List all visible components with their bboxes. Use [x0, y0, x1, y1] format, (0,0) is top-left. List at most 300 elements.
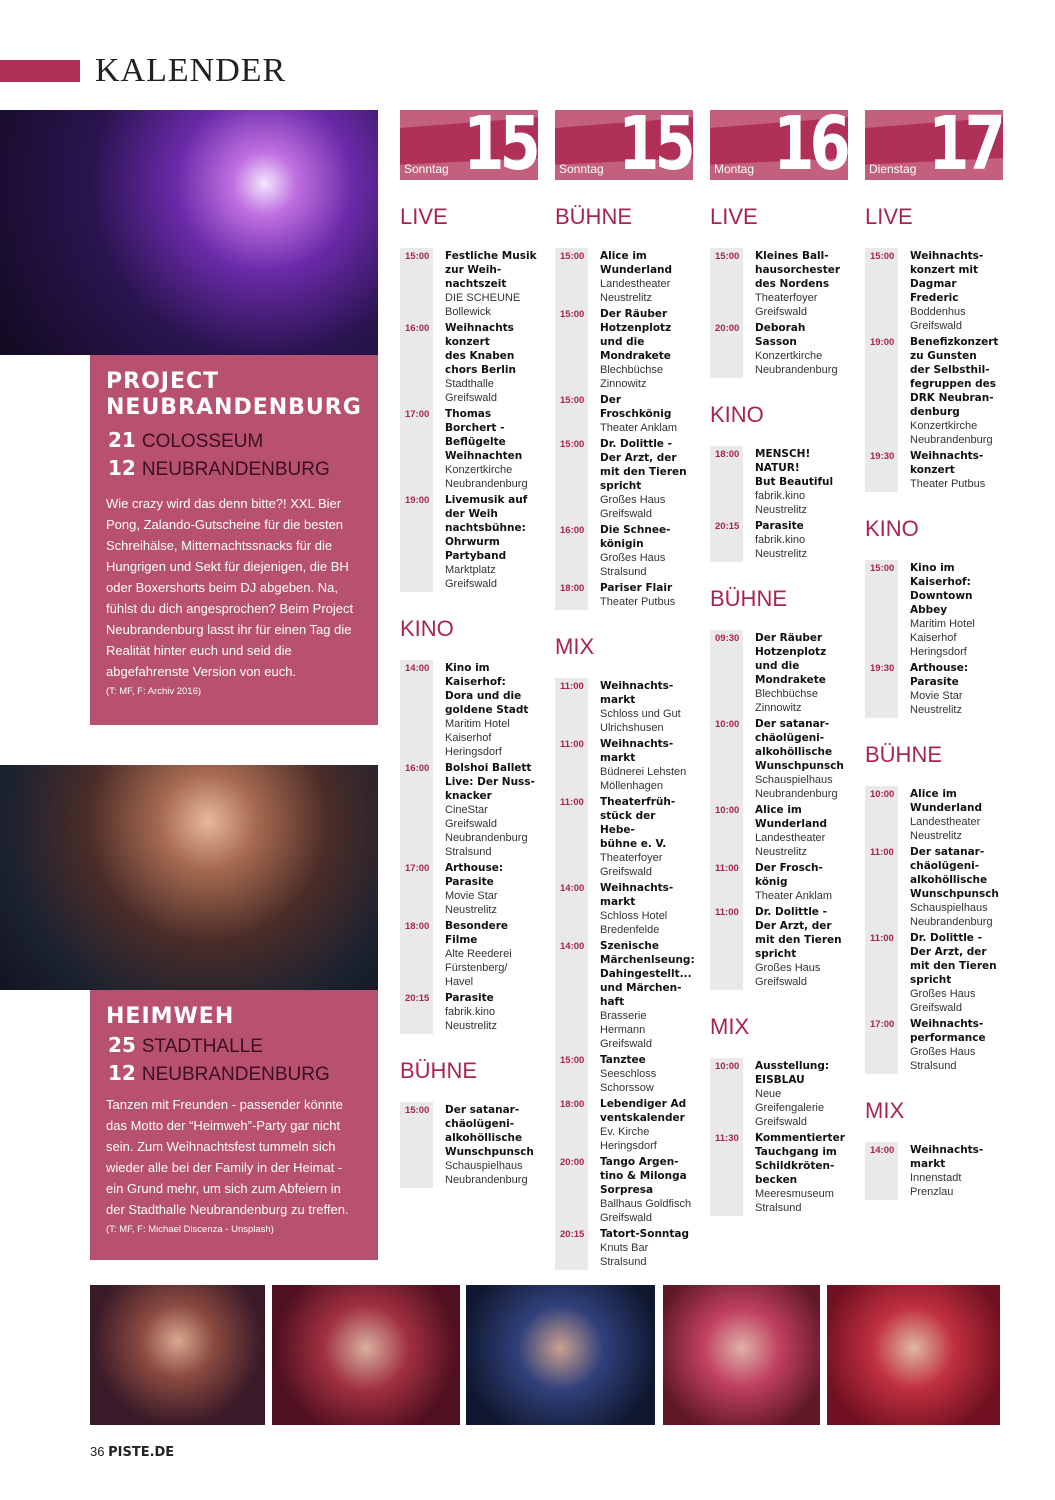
event-time: 15:00 — [560, 395, 585, 406]
category-section — [865, 204, 1003, 492]
event-list — [865, 560, 1003, 718]
event-time: 14:00 — [560, 941, 585, 952]
event-time: 20:00 — [560, 1157, 585, 1168]
event-title: Livemusik auf der Weih nachtsbühne: Ohrwurm Partyband — [445, 494, 528, 562]
event-title: Der Räuber Hotzenplotz und die Mondrakete — [600, 308, 672, 362]
event-entry — [710, 1130, 848, 1216]
event-title: Kino im Kaiserhof: Dora und die goldene Stadt — [445, 662, 529, 716]
event-venue: Landestheater Neustrelitz — [600, 278, 671, 304]
event-entry — [555, 794, 693, 880]
date-header — [865, 110, 1003, 180]
event-venue: CineStar Greifswald Neubrandenburg Stralsund — [445, 804, 528, 858]
event-time: 11:00 — [560, 797, 584, 808]
concert-photo — [0, 110, 378, 355]
event-info — [755, 631, 826, 715]
event-time: 18:00 — [560, 1099, 585, 1110]
category-heading: MIX — [555, 634, 595, 659]
event-entry — [710, 716, 848, 802]
event-title: Parasite — [755, 520, 804, 532]
event-info — [910, 787, 982, 843]
event-venue: Büdnerei Lehsten Möllenhagen — [600, 766, 687, 792]
event-list — [710, 446, 848, 562]
event-info — [445, 321, 516, 405]
event-entry — [555, 1226, 693, 1270]
date-number: 15 — [463, 110, 536, 180]
event-entry — [400, 860, 538, 918]
event-venue: Landestheater Neustrelitz — [755, 832, 826, 858]
event-time: 10:00 — [715, 805, 740, 816]
feature-date-line-1 — [106, 427, 362, 455]
date-header — [555, 110, 693, 180]
event-info — [600, 939, 695, 1051]
event-venue: Stadthalle Greifswald — [445, 378, 497, 404]
feature-credit: (T: MF, F: Archiv 2016) — [106, 686, 202, 697]
event-info — [755, 1059, 829, 1129]
event-time: 15:00 — [870, 563, 895, 574]
event-entry — [400, 660, 538, 760]
event-entry — [865, 560, 1003, 660]
event-venue: Schauspielhaus Neubrandenburg — [445, 1160, 528, 1186]
event-venue: Movie Star Neustrelitz — [910, 690, 963, 716]
event-time: 11:00 — [560, 739, 584, 750]
event-venue: Alte Reederei Fürstenberg/ Havel — [445, 948, 512, 988]
event-time: 14:00 — [870, 1145, 895, 1156]
feature-date-line-1 — [106, 1032, 362, 1060]
category-heading: KINO — [865, 516, 919, 541]
event-title: Arthouse: Parasite — [445, 862, 504, 888]
event-venue: Knuts Bar Stralsund — [600, 1242, 649, 1268]
event-title: Alice im Wunderland — [600, 250, 673, 276]
event-time: 11:00 — [870, 933, 894, 944]
event-time: 19:30 — [870, 451, 895, 462]
event-entry — [710, 320, 848, 378]
event-venue: Konzertkirche Neubrandenburg — [755, 350, 838, 376]
event-entry — [555, 1154, 693, 1226]
event-entry — [400, 1102, 538, 1188]
feature-city: NEUBRANDENBURG — [141, 459, 330, 480]
event-venue: Seeschloss Schorssow — [600, 1068, 657, 1094]
event-time: 15:00 — [405, 251, 430, 262]
event-info — [755, 861, 832, 903]
event-time: 17:00 — [405, 863, 430, 874]
event-venue: fabrik.kino Neustrelitz — [445, 1006, 497, 1032]
event-info — [600, 523, 670, 579]
event-info — [910, 1143, 983, 1199]
event-entry — [710, 1058, 848, 1130]
event-time: 11:30 — [715, 1133, 739, 1144]
event-venue: Brasserie Hermann Greifswald — [600, 1010, 652, 1050]
event-entry — [865, 786, 1003, 844]
feature-project-neubrandenburg — [90, 355, 378, 725]
event-time: 16:00 — [405, 323, 430, 334]
event-title: Besondere Filme — [445, 920, 508, 946]
event-info — [755, 1131, 845, 1215]
feature-title: HEIMWEH — [106, 1004, 235, 1029]
event-venue: Theaterfoyer Greifswald — [755, 292, 818, 318]
event-info — [600, 795, 693, 879]
event-title: Theaterfrüh- stück der Hebe- bühne e. V. — [600, 796, 676, 850]
event-title: Bolshoi Ballett Live: Der Nuss- knacker — [445, 762, 535, 802]
event-time: 17:00 — [405, 409, 430, 420]
event-entry — [555, 306, 693, 392]
category-heading: BÜHNE — [710, 586, 788, 611]
event-title: Tango Argen- tino & Milonga Sorpresa — [600, 1156, 687, 1196]
event-list — [710, 630, 848, 990]
event-info — [445, 493, 527, 591]
event-info — [755, 321, 838, 377]
event-title: Der Räuber Hotzenplotz und die Mondrakete — [755, 632, 827, 686]
event-info — [600, 1097, 686, 1153]
event-entry — [555, 436, 693, 522]
event-title: Tanztee — [600, 1054, 646, 1066]
event-title: Alice im Wunderland — [755, 804, 828, 830]
event-list — [400, 248, 538, 592]
event-title: Dr. Dolittle - Der Arzt, der mit den Tieren spricht — [910, 932, 997, 986]
event-title: Lebendiger Ad ventskalender — [600, 1098, 687, 1124]
event-entry — [710, 446, 848, 518]
event-title: Dr. Dolittle - Der Arzt, der mit den Tieren spricht — [600, 438, 687, 492]
event-title: Der satanar- chäolügeni- alkohöllische Wunschpunsch — [755, 718, 844, 772]
page-footer — [90, 1444, 174, 1460]
event-title: Weihnachts- konzert mit Dagmar Frederic — [910, 250, 984, 304]
event-entry — [865, 248, 1003, 334]
event-title: Die Schnee- königin — [600, 524, 671, 550]
category-heading: BÜHNE — [865, 742, 943, 767]
event-time: 19:00 — [870, 337, 895, 348]
event-entry — [555, 392, 693, 436]
event-title: MENSCH! NATUR! But Beautiful — [755, 448, 834, 488]
event-entry — [400, 918, 538, 990]
event-info — [600, 1155, 691, 1225]
category-section — [400, 204, 538, 592]
event-venue: Großes Haus Stralsund — [600, 552, 666, 578]
gallery-photo — [90, 1285, 265, 1425]
weekday-label: Sonntag — [559, 162, 604, 176]
event-info — [445, 1103, 534, 1187]
category-section — [710, 1014, 848, 1216]
event-entry — [400, 248, 538, 320]
event-time: 18:00 — [715, 449, 740, 460]
gallery-photo — [272, 1285, 460, 1425]
feature-venue: COLOSSEUM — [141, 431, 264, 452]
event-entry — [400, 320, 538, 406]
event-info — [600, 1227, 689, 1269]
event-title: Tatort-Sonntag — [600, 1228, 690, 1240]
event-entry — [865, 448, 1003, 492]
event-entry — [400, 760, 538, 860]
event-time: 17:00 — [870, 1019, 895, 1030]
event-time: 19:00 — [405, 495, 430, 506]
event-time: 16:00 — [560, 525, 585, 536]
event-venue: Marktplatz Greifswald — [445, 564, 497, 590]
event-title: Festliche Musik zur Weih- nachtszeit — [445, 250, 537, 290]
event-title: Kleines Ball- hausorchester des Nordens — [755, 250, 841, 290]
event-title: Der Frosch- könig — [755, 862, 823, 888]
event-info — [445, 761, 535, 859]
event-info — [445, 861, 503, 917]
day-column — [710, 110, 848, 1216]
event-venue: Landestheater Neustrelitz — [910, 816, 981, 842]
event-title: Weihnachts- markt — [600, 680, 674, 706]
event-info — [910, 561, 975, 659]
category-section — [710, 586, 848, 990]
event-venue: Theater Putbus — [910, 478, 986, 490]
event-venue: Großes Haus Greifswald — [755, 962, 821, 988]
event-time: 11:00 — [870, 847, 894, 858]
day-column — [865, 110, 1003, 1200]
event-info — [600, 581, 675, 609]
event-info — [910, 449, 985, 491]
event-info — [600, 249, 672, 305]
event-venue: Innenstadt Prenzlau — [910, 1172, 962, 1198]
event-venue: Boddenhus Greifswald — [910, 306, 966, 332]
event-time: 20:15 — [560, 1229, 585, 1240]
event-venue: Großes Haus Stralsund — [910, 1046, 976, 1072]
category-heading: MIX — [865, 1098, 905, 1123]
event-venue: Blechbüchse Zinnowitz — [600, 364, 663, 390]
event-venue: Ballhaus Goldfisch Greifswald — [600, 1198, 692, 1224]
event-time: 20:15 — [715, 521, 740, 532]
event-entry — [555, 1096, 693, 1154]
feature-text: Tanzen mit Freunden - passender könnte das Motto der “Heimweh”-Party gar nicht sein. Zum Weihnachtsfest tummeln sich wieder alle bei der Family in der Heimat - ein Grund mehr, um sich zum Abfeiern in der Stadthalle Neubrandenburg zu treffen. — [106, 1097, 349, 1217]
event-time: 20:00 — [715, 323, 740, 334]
event-venue: Schloss Hotel Bredenfelde — [600, 910, 668, 936]
event-time: 09:30 — [715, 633, 740, 644]
category-heading: LIVE — [710, 204, 758, 229]
event-time: 20:15 — [405, 993, 430, 1004]
event-title: Pariser Flair — [600, 582, 673, 594]
event-title: Alice im Wunderland — [910, 788, 983, 814]
event-time: 15:00 — [560, 309, 585, 320]
event-info — [600, 307, 671, 391]
category-section — [400, 616, 538, 1034]
event-list — [865, 1142, 1003, 1200]
event-list — [865, 786, 1003, 1074]
event-title: Thomas Borchert - Beflügelte Weihnachten — [445, 408, 523, 462]
event-entry — [400, 406, 538, 492]
event-title: Der satanar- chäolügeni- alkohöllische Wunschpunsch — [445, 1104, 534, 1158]
category-section — [865, 742, 1003, 1074]
event-venue: Maritim Hotel Kaiserhof Heringsdorf — [445, 718, 510, 758]
event-info — [910, 249, 983, 333]
event-time: 15:00 — [405, 1105, 430, 1116]
event-entry — [555, 248, 693, 306]
event-entry — [710, 248, 848, 320]
event-title: Dr. Dolittle - Der Arzt, der mit den Tieren spricht — [755, 906, 842, 960]
feature-credit: (T: MF, F: Michael Discenza - Unsplash) — [106, 1224, 274, 1235]
event-title: Benefizkonzert zu Gunsten der Selbsthil- fegruppen des DRK Neubran- denburg — [910, 336, 999, 418]
date-header — [400, 110, 538, 180]
event-time: 10:00 — [715, 719, 740, 730]
event-entry — [710, 904, 848, 990]
event-list — [555, 248, 693, 610]
event-venue: Maritim Hotel Kaiserhof Heringsdorf — [910, 618, 975, 658]
event-info — [755, 519, 807, 561]
feature-date-line-2 — [106, 455, 362, 483]
event-venue: Großes Haus Greifswald — [910, 988, 976, 1014]
event-title: Weihnachts- markt — [910, 1144, 984, 1170]
event-title: Weihnachts- markt — [600, 882, 674, 908]
category-heading: BÜHNE — [555, 204, 633, 229]
event-entry — [555, 678, 693, 736]
category-section — [555, 634, 693, 1270]
event-info — [600, 393, 693, 435]
category-heading: LIVE — [865, 204, 913, 229]
date-number: 16 — [773, 110, 846, 180]
date-number: 15 — [618, 110, 691, 180]
event-entry — [865, 930, 1003, 1016]
event-info — [600, 1053, 656, 1095]
event-entry — [555, 938, 693, 1052]
event-venue: Großes Haus Greifswald — [600, 494, 666, 520]
event-entry — [400, 990, 538, 1034]
event-info — [755, 803, 827, 859]
event-info — [910, 845, 999, 929]
event-venue: Neue Greifengalerie Greifswald — [755, 1088, 825, 1128]
event-venue: Konzertkirche Neubrandenburg — [910, 420, 993, 446]
event-info — [755, 905, 842, 989]
event-title: Szenische Märchenlseung: Dahingestellt... und Märchen- haft — [600, 940, 695, 1008]
date-number: 17 — [928, 110, 1001, 180]
event-time: 10:00 — [870, 789, 895, 800]
category-section — [710, 402, 848, 562]
event-venue: Movie Star Neustrelitz — [445, 890, 498, 916]
feature-title: PROJECT NEUBRANDENBURG — [106, 369, 362, 420]
event-entry — [710, 802, 848, 860]
event-venue: DIE SCHEUNE Bollewick — [445, 292, 521, 318]
event-title: Deborah Sasson — [755, 322, 806, 348]
event-entry — [555, 580, 693, 610]
weekday-label: Montag — [714, 162, 755, 176]
event-time: 10:00 — [715, 1061, 740, 1072]
event-time: 18:00 — [405, 921, 430, 932]
event-title: Weihnachts konzert des Knaben chors Berlin — [445, 322, 516, 376]
party-photo — [0, 765, 378, 990]
event-info — [600, 437, 687, 521]
category-heading: BÜHNE — [400, 1058, 478, 1083]
event-title: Ausstellung: EISBLAU — [755, 1060, 830, 1086]
gallery-photo — [663, 1285, 820, 1425]
feature-day: 21 — [108, 428, 136, 452]
gallery-photo — [827, 1285, 1000, 1425]
event-time: 15:00 — [715, 251, 740, 262]
event-entry — [555, 736, 693, 794]
feature-city: NEUBRANDENBURG — [141, 1064, 330, 1085]
day-column — [555, 110, 693, 1270]
event-info — [755, 447, 833, 517]
category-section — [400, 1058, 538, 1188]
category-heading: MIX — [710, 1014, 750, 1039]
event-info — [600, 679, 681, 735]
category-heading: LIVE — [400, 204, 448, 229]
event-title: Weihnachts- konzert — [910, 450, 984, 476]
event-title: Kommentierter Tauchgang im Schildkröten- becken — [755, 1132, 845, 1186]
event-venue: Meeresmuseum Stralsund — [755, 1188, 834, 1214]
event-info — [910, 661, 968, 717]
event-time: 11:00 — [715, 907, 739, 918]
category-section — [555, 204, 693, 610]
event-entry — [865, 1142, 1003, 1200]
event-venue: fabrik.kino Neustrelitz — [755, 534, 807, 560]
event-list — [710, 248, 848, 378]
event-entry — [555, 880, 693, 938]
feature-venue: STADTHALLE — [141, 1036, 263, 1057]
event-venue: Schloss und Gut Ulrichshusen — [600, 708, 681, 734]
event-info — [445, 991, 497, 1033]
event-time: 16:00 — [405, 763, 430, 774]
event-info — [445, 249, 537, 319]
event-venue: Theater Putbus — [600, 596, 676, 608]
feature-month: 12 — [108, 1061, 136, 1085]
event-list — [555, 678, 693, 1270]
event-info — [600, 737, 686, 793]
category-section — [865, 516, 1003, 718]
category-section — [865, 1098, 1003, 1200]
weekday-label: Sonntag — [404, 162, 449, 176]
event-info — [445, 407, 528, 491]
event-list — [400, 660, 538, 1034]
event-time: 14:00 — [560, 883, 585, 894]
event-venue: Schauspielhaus Neubrandenburg — [755, 774, 838, 800]
event-time: 18:00 — [560, 583, 585, 594]
event-info — [445, 661, 528, 759]
event-title: Weihnachts- markt — [600, 738, 674, 764]
event-list — [710, 1058, 848, 1216]
event-entry — [865, 844, 1003, 930]
event-info — [600, 881, 673, 937]
event-time: 15:00 — [870, 251, 895, 262]
event-venue: Theater Anklam — [755, 890, 833, 902]
event-entry — [865, 1016, 1003, 1074]
event-time: 15:00 — [560, 251, 585, 262]
title-accent-bar — [0, 60, 80, 82]
weekday-label: Dienstag — [869, 162, 917, 176]
event-venue: Konzertkirche Neubrandenburg — [445, 464, 528, 490]
feature-heimweh — [90, 990, 378, 1260]
event-entry — [400, 492, 538, 592]
event-title: Der Froschkönig — [600, 394, 672, 420]
event-time: 15:00 — [560, 1055, 585, 1066]
event-venue: Ev. Kirche Heringsdorf — [600, 1126, 657, 1152]
event-list — [865, 248, 1003, 492]
date-header — [710, 110, 848, 180]
event-entry — [555, 522, 693, 580]
event-venue: Theaterfoyer Greifswald — [600, 852, 663, 878]
event-venue: Blechbüchse Zinnowitz — [755, 688, 818, 714]
feature-text: Wie crazy wird das denn bitte?! XXL Bier Pong, Zalando-Gutscheine für die besten Schreihälse, Mitternachtssnacks für die Hungrigen und Sekt für diejenigen, die BH oder Boxershorts beim DJ abgeben. Na, fühlst du dich angesprochen? Beim Project Neubrandenburg lasst ihr für einen Tag die Realität hinter euch und seid die abgefahrenste Version von euch. — [106, 496, 354, 679]
event-info — [910, 931, 997, 1015]
event-info — [755, 717, 844, 801]
event-info — [910, 335, 998, 447]
feature-month: 12 — [108, 456, 136, 480]
event-entry — [710, 860, 848, 904]
day-column — [400, 110, 538, 1188]
event-info — [445, 919, 512, 989]
event-time: 14:00 — [405, 663, 430, 674]
feature-date-line-2 — [106, 1060, 362, 1088]
event-title: Der satanar- chäolügeni- alkohöllische Wunschpunsch — [910, 846, 999, 900]
event-title: Parasite — [445, 992, 494, 1004]
event-title: Kino im Kaiserhof: Downtown Abbey — [910, 562, 973, 616]
page-title: KALENDER — [95, 52, 287, 89]
category-heading: KINO — [400, 616, 454, 641]
event-info — [910, 1017, 986, 1073]
event-time: 11:00 — [715, 863, 739, 874]
gallery-photo — [466, 1285, 655, 1425]
event-venue: Theater Anklam — [600, 422, 678, 434]
event-title: Arthouse: Parasite — [910, 662, 969, 688]
event-info — [755, 249, 840, 319]
